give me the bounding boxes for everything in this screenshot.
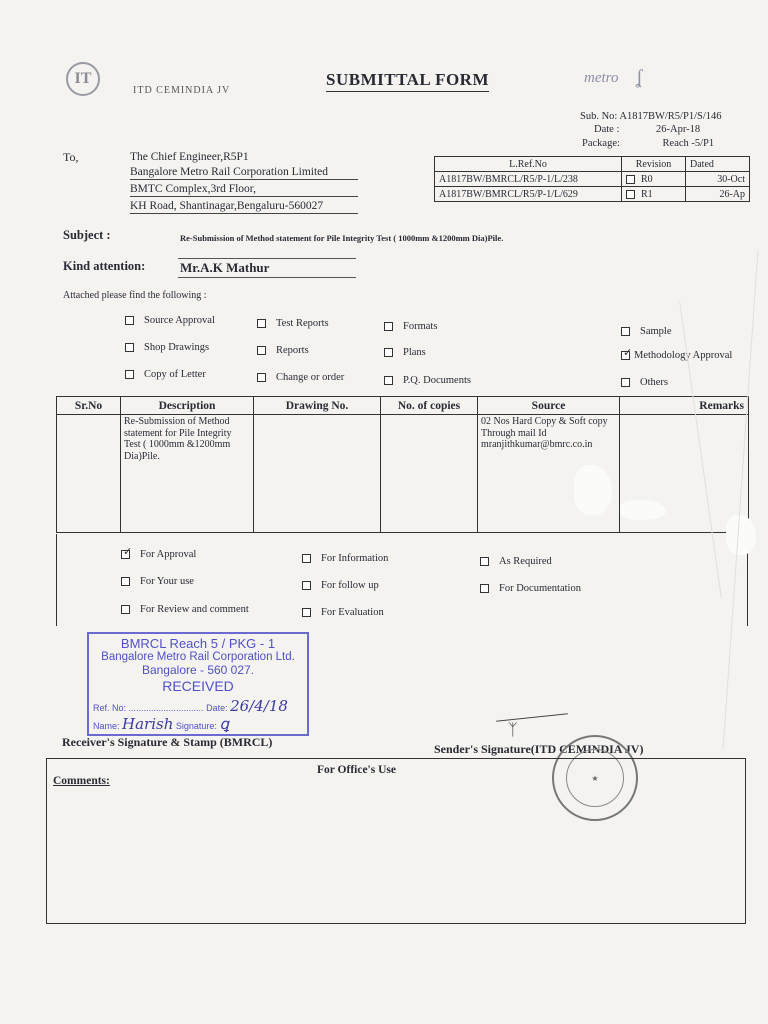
purpose-checkbox[interactable]: [121, 577, 130, 586]
purpose-checkbox[interactable]: [480, 584, 489, 593]
attachment-label: Methodology Approval: [634, 350, 733, 361]
itd-logo-icon: IT: [66, 62, 100, 96]
metro-swirl-icon: ʆ: [636, 66, 643, 88]
attachment-option[interactable]: [257, 372, 344, 383]
cell-drawing-no: [254, 415, 381, 533]
attachment-label: P.Q. Documents: [403, 375, 471, 386]
purpose-option[interactable]: [480, 583, 581, 594]
metro-logo: metro: [584, 70, 619, 86]
stamp-received: RECEIVED: [162, 678, 234, 694]
package-label: Package:: [582, 138, 620, 149]
attachment-option[interactable]: [125, 315, 215, 326]
attachment-checkbox[interactable]: [257, 373, 266, 382]
purpose-checkbox[interactable]: [121, 605, 130, 614]
attachment-label: Change or order: [276, 372, 345, 383]
lref-ref: A1817BW/BMRCL/R5/P-1/L/629: [435, 187, 622, 202]
purpose-label: For Information: [321, 553, 389, 564]
attachment-checkbox[interactable]: [621, 378, 630, 387]
attachment-label: Formats: [403, 321, 438, 332]
attachment-checkbox[interactable]: [125, 370, 134, 379]
lref-row: [435, 172, 750, 187]
attached-label: Attached please find the following :: [63, 290, 207, 301]
stamp-ref-label: Ref. No:: [93, 703, 127, 713]
stamp-date-label: Date:: [206, 703, 228, 713]
attachment-option[interactable]: [125, 342, 209, 353]
lref-revision: [622, 172, 686, 187]
attachment-checkbox[interactable]: [125, 343, 134, 352]
receiver-signature-label: Receiver's Signature & Stamp (BMRCL): [62, 735, 273, 749]
purpose-label: For Approval: [140, 549, 197, 560]
package-row: [582, 138, 714, 149]
stamp-line: Bangalore - 560 027.: [141, 663, 255, 677]
sender-signature-label: Sender's Signature(ITD CEMINDIA JV): [434, 742, 644, 756]
attachment-label: Others: [640, 377, 668, 388]
stamp-line: BMRCL Reach 5 / PKG - 1: [120, 636, 276, 651]
comments-label: Comments:: [53, 775, 110, 787]
attachment-option[interactable]: [621, 326, 672, 337]
kind-attention-label: Kind attention:: [63, 259, 146, 273]
purpose-checkbox[interactable]: [302, 554, 311, 563]
attachment-checkbox[interactable]: [257, 346, 266, 355]
address-line: KH Road, Shantinagar,Bengaluru-560027: [130, 200, 358, 214]
dated-header: Dated: [686, 157, 750, 172]
to-label: To,: [63, 150, 79, 164]
lref-revision: [622, 187, 686, 202]
col-copies: No. of copies: [381, 397, 478, 415]
attachment-checkbox[interactable]: [621, 327, 630, 336]
date-label: Date :: [594, 124, 620, 135]
lref-table: [434, 156, 750, 202]
lref-dated: 30-Oct: [686, 172, 750, 187]
cell-source: 02 Nos Hard Copy & Soft copy Through mail Id mranjithkumar@bmrc.co.in: [478, 415, 620, 533]
sub-no: [580, 111, 722, 122]
attachment-label: Reports: [276, 345, 309, 356]
lref-header: L.Ref.No: [435, 157, 622, 172]
revision-value: R1: [641, 188, 653, 200]
date-value: 26-Apr-18: [656, 124, 701, 135]
attachment-option[interactable]: [257, 318, 329, 329]
purpose-checkbox[interactable]: [480, 557, 489, 566]
attachment-checkbox[interactable]: [384, 376, 393, 385]
attachment-label: Sample: [640, 326, 672, 337]
sender-signature-line: [496, 713, 568, 722]
stamp-ref-row: Ref. No: .............................. Date: 26/4/18: [93, 697, 288, 715]
purpose-option[interactable]: [121, 549, 196, 560]
stamp-date-hand: 26/4/18: [230, 697, 288, 715]
purpose-label: For follow up: [321, 580, 379, 591]
revision-header: Revision: [622, 157, 686, 172]
address-line: The Chief Engineer,R5P1: [130, 151, 249, 163]
stamp-signature-label: Signature:: [175, 721, 217, 731]
attachment-option[interactable]: [621, 350, 732, 361]
office-use-box: [46, 758, 746, 924]
purpose-option[interactable]: [480, 556, 552, 567]
received-stamp: [87, 632, 309, 736]
attachment-label: Plans: [403, 347, 426, 358]
attachment-option[interactable]: [384, 321, 437, 332]
attachment-label: Source Approval: [144, 315, 215, 326]
sender-signature-scribble: ᛉ: [508, 722, 518, 739]
col-sr-no: Sr.No: [57, 397, 121, 415]
attachment-checkbox[interactable]: [257, 319, 266, 328]
attachment-label: Shop Drawings: [144, 342, 210, 353]
cell-description: Re-Submission of Method statement for Pile Integrity Test ( 1000mm &1200mm Dia)Pile.: [121, 415, 254, 533]
company-name: ITD CEMINDIA JV: [133, 85, 231, 96]
purpose-option[interactable]: [302, 607, 384, 618]
address-line: BMTC Complex,3rd Floor,: [130, 183, 358, 197]
stamp-name-row: [89, 715, 307, 733]
stamp-name-label: Name:: [93, 721, 120, 731]
col-source: Source: [478, 397, 620, 415]
cell-copies: [381, 415, 478, 533]
purpose-label: For Evaluation: [321, 607, 384, 618]
revision-value: R0: [641, 173, 653, 185]
stamp-signature-scribble: ꝗ: [219, 715, 229, 733]
purpose-label: For Documentation: [499, 583, 581, 594]
lref-row: [435, 187, 750, 202]
subject-text: Re-Submission of Method statement for Pile Integrity Test ( 1000mm &1200mm Dia)Pile.: [180, 233, 504, 243]
purpose-option[interactable]: [121, 576, 194, 587]
attachment-option[interactable]: [257, 345, 309, 356]
attachment-checkbox[interactable]: [384, 322, 393, 331]
paper-tear: [726, 515, 756, 555]
attachment-option[interactable]: [125, 369, 206, 380]
attachment-checkbox-checked[interactable]: [621, 351, 630, 360]
date-row: [594, 124, 700, 135]
paper-tear: [620, 500, 666, 520]
purpose-label: As Required: [499, 556, 552, 567]
cell-sr-no: [57, 415, 121, 533]
col-description: Description: [121, 397, 254, 415]
purpose-checkbox[interactable]: [302, 581, 311, 590]
stamp-star-icon: ★: [566, 749, 624, 807]
address-line: Bangalore Metro Rail Corporation Limited: [130, 166, 358, 180]
attachment-option[interactable]: [621, 377, 668, 388]
purpose-label: For Your use: [140, 576, 194, 587]
purpose-checkbox-checked[interactable]: [121, 550, 130, 559]
attachment-label: Copy of Letter: [144, 369, 206, 380]
office-use-title: For Office's Use: [317, 764, 396, 776]
purpose-checkbox[interactable]: [302, 608, 311, 617]
attachment-checkbox[interactable]: [125, 316, 134, 325]
stamp-name-hand: Harish: [122, 715, 174, 733]
revision-checkbox[interactable]: [626, 175, 635, 184]
col-drawing-no: Drawing No.: [254, 397, 381, 415]
lref-ref: A1817BW/BMRCL/R5/P-1/L/238: [435, 172, 622, 187]
paper-tear: [574, 465, 612, 515]
package-value: Reach -5/P1: [662, 138, 715, 149]
attachment-option[interactable]: [384, 375, 471, 386]
kind-attention-name: Mr.A.K Mathur: [178, 258, 356, 278]
attachment-checkbox[interactable]: [384, 348, 393, 357]
purpose-option[interactable]: [121, 604, 249, 615]
col-remarks: Remarks: [620, 397, 749, 415]
revision-checkbox[interactable]: [626, 190, 635, 199]
purpose-option[interactable]: [302, 553, 388, 564]
lref-dated: 26-Ap: [686, 187, 750, 202]
sub-no-value: A1817BW/R5/P1/S/146: [619, 111, 722, 122]
attachment-label: Test Reports: [276, 318, 329, 329]
purpose-option[interactable]: [302, 580, 379, 591]
subject-label: Subject :: [63, 228, 111, 242]
stamp-line: Bangalore Metro Rail Corporation Ltd.: [101, 651, 295, 663]
form-title: SUBMITTAL FORM: [326, 70, 489, 92]
purpose-label: For Review and comment: [140, 604, 249, 615]
attachment-option[interactable]: [384, 347, 426, 358]
sub-no-label: Sub. No:: [580, 111, 618, 122]
